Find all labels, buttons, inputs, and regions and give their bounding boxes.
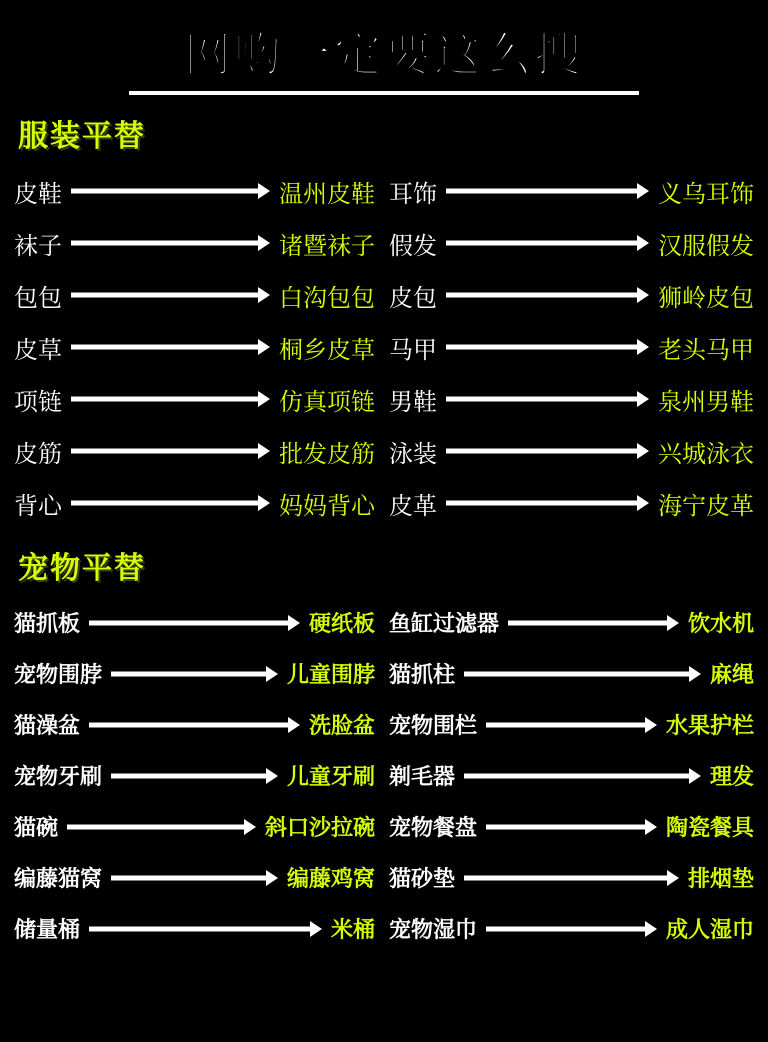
- section-clothing: [14, 111, 754, 529]
- list-item: [14, 852, 379, 903]
- list-item: [389, 217, 754, 269]
- arrow-icon: [71, 185, 270, 197]
- target-term: 泉州男鞋: [658, 387, 754, 416]
- target-term: 斜口沙拉碗: [264, 816, 375, 841]
- arrow-icon: [464, 668, 701, 680]
- source-term: 皮草: [14, 335, 62, 364]
- target-term: 妈妈背心: [279, 491, 375, 520]
- list-item: [389, 903, 754, 954]
- target-term: 儿童牙刷: [286, 765, 375, 790]
- arrow-icon: [71, 341, 270, 353]
- source-term: 皮革: [389, 491, 437, 520]
- target-term: 老头马甲: [658, 335, 754, 364]
- arrow-icon: [446, 445, 649, 457]
- source-term: 耳饰: [389, 179, 437, 208]
- target-term: 编藤鸡窝: [286, 867, 375, 892]
- list-item: [14, 425, 379, 477]
- arrow-icon: [508, 617, 679, 629]
- source-term: 男鞋: [389, 387, 437, 416]
- section-clothing-grid: [14, 165, 754, 529]
- arrow-icon: [71, 237, 270, 249]
- list-item: [389, 165, 754, 217]
- source-term: 编藤猫窝: [14, 867, 103, 892]
- target-term: 水果护栏: [665, 714, 754, 739]
- list-item: [389, 373, 754, 425]
- target-term: 排烟垫: [687, 867, 754, 892]
- arrow-icon: [446, 497, 649, 509]
- clothing-left-column: [14, 165, 379, 529]
- list-item: [14, 801, 379, 852]
- pets-left-column: [14, 597, 379, 954]
- target-term: 狮岭皮包: [658, 283, 754, 312]
- list-item: [14, 269, 379, 321]
- source-term: 宠物围栏: [389, 714, 478, 739]
- source-term: 猫碗: [14, 816, 59, 841]
- arrow-icon: [446, 237, 649, 249]
- arrow-icon: [464, 872, 679, 884]
- arrow-icon: [446, 185, 649, 197]
- list-item: [14, 648, 379, 699]
- list-item: [14, 750, 379, 801]
- clothing-right-column: [389, 165, 754, 529]
- list-item: [14, 903, 379, 954]
- target-term: 汉服假发: [658, 231, 754, 260]
- list-item: [14, 699, 379, 750]
- source-term: 马甲: [389, 335, 437, 364]
- list-item: [389, 648, 754, 699]
- target-term: 陶瓷餐具: [665, 816, 754, 841]
- list-item: [389, 269, 754, 321]
- target-term: 麻绳: [709, 663, 754, 688]
- arrow-icon: [71, 393, 270, 405]
- arrow-icon: [67, 821, 256, 833]
- pets-right-column: [389, 597, 754, 954]
- source-term: 猫抓柱: [389, 663, 456, 688]
- target-term: 成人湿巾: [665, 918, 754, 943]
- source-term: 宠物牙刷: [14, 765, 103, 790]
- source-term: 剃毛器: [389, 765, 456, 790]
- list-item: [389, 750, 754, 801]
- source-term: 猫砂垫: [389, 867, 456, 892]
- section-pets-grid: [14, 597, 754, 954]
- list-item: [14, 597, 379, 648]
- target-term: 硬纸板: [308, 612, 375, 637]
- arrow-icon: [111, 668, 278, 680]
- source-term: 皮包: [389, 283, 437, 312]
- source-term: 宠物湿巾: [389, 918, 478, 943]
- target-term: 仿真项链: [279, 387, 375, 416]
- list-item: [14, 477, 379, 529]
- arrow-icon: [89, 923, 322, 935]
- list-item: [389, 852, 754, 903]
- source-term: 项链: [14, 387, 62, 416]
- poster-root: [0, 18, 768, 1042]
- source-term: 袜子: [14, 231, 62, 260]
- list-item: [389, 321, 754, 373]
- arrow-icon: [486, 821, 657, 833]
- target-term: 兴城泳衣: [658, 439, 754, 468]
- arrow-icon: [111, 872, 278, 884]
- source-term: 泳装: [389, 439, 437, 468]
- target-term: 洗脸盆: [308, 714, 375, 739]
- arrow-icon: [464, 770, 701, 782]
- target-term: 海宁皮革: [658, 491, 754, 520]
- target-term: 米桶: [330, 918, 375, 943]
- list-item: [389, 425, 754, 477]
- arrow-icon: [486, 719, 657, 731]
- source-term: 包包: [14, 283, 62, 312]
- source-term: 鱼缸过滤器: [389, 612, 500, 637]
- list-item: [389, 597, 754, 648]
- section-pets: [14, 543, 754, 954]
- target-term: 桐乡皮草: [279, 335, 375, 364]
- arrow-icon: [71, 445, 270, 457]
- list-item: [14, 321, 379, 373]
- list-item: [14, 217, 379, 269]
- source-term: 皮鞋: [14, 179, 62, 208]
- list-item: [389, 699, 754, 750]
- arrow-icon: [89, 719, 300, 731]
- arrow-icon: [446, 341, 649, 353]
- arrow-icon: [71, 497, 270, 509]
- source-term: 猫抓板: [14, 612, 81, 637]
- target-term: 理发: [709, 765, 754, 790]
- source-term: 皮筋: [14, 439, 62, 468]
- target-term: 白沟包包: [279, 283, 375, 312]
- source-term: 宠物围脖: [14, 663, 103, 688]
- source-term: 储量桶: [14, 918, 81, 943]
- target-term: 饮水机: [687, 612, 754, 637]
- arrow-icon: [446, 289, 649, 301]
- source-term: 宠物餐盘: [389, 816, 478, 841]
- arrow-icon: [89, 617, 300, 629]
- target-term: 义乌耳饰: [658, 179, 754, 208]
- target-term: 批发皮筋: [279, 439, 375, 468]
- arrow-icon: [111, 770, 278, 782]
- section-heading-pets: 宠物平替: [18, 551, 146, 586]
- arrow-icon: [446, 393, 649, 405]
- list-item: [14, 373, 379, 425]
- list-item: [14, 165, 379, 217]
- source-term: 背心: [14, 491, 62, 520]
- target-term: 温州皮鞋: [279, 179, 375, 208]
- target-term: 儿童围脖: [286, 663, 375, 688]
- source-term: 假发: [389, 231, 437, 260]
- list-item: [389, 477, 754, 529]
- arrow-icon: [71, 289, 270, 301]
- source-term: 猫澡盆: [14, 714, 81, 739]
- title-underline: [129, 91, 639, 95]
- target-term: 诸暨袜子: [279, 231, 375, 260]
- list-item: [389, 801, 754, 852]
- page-title: 网购一定要这么搜: [184, 28, 584, 83]
- arrow-icon: [486, 923, 657, 935]
- section-heading-clothing: 服装平替: [18, 119, 146, 154]
